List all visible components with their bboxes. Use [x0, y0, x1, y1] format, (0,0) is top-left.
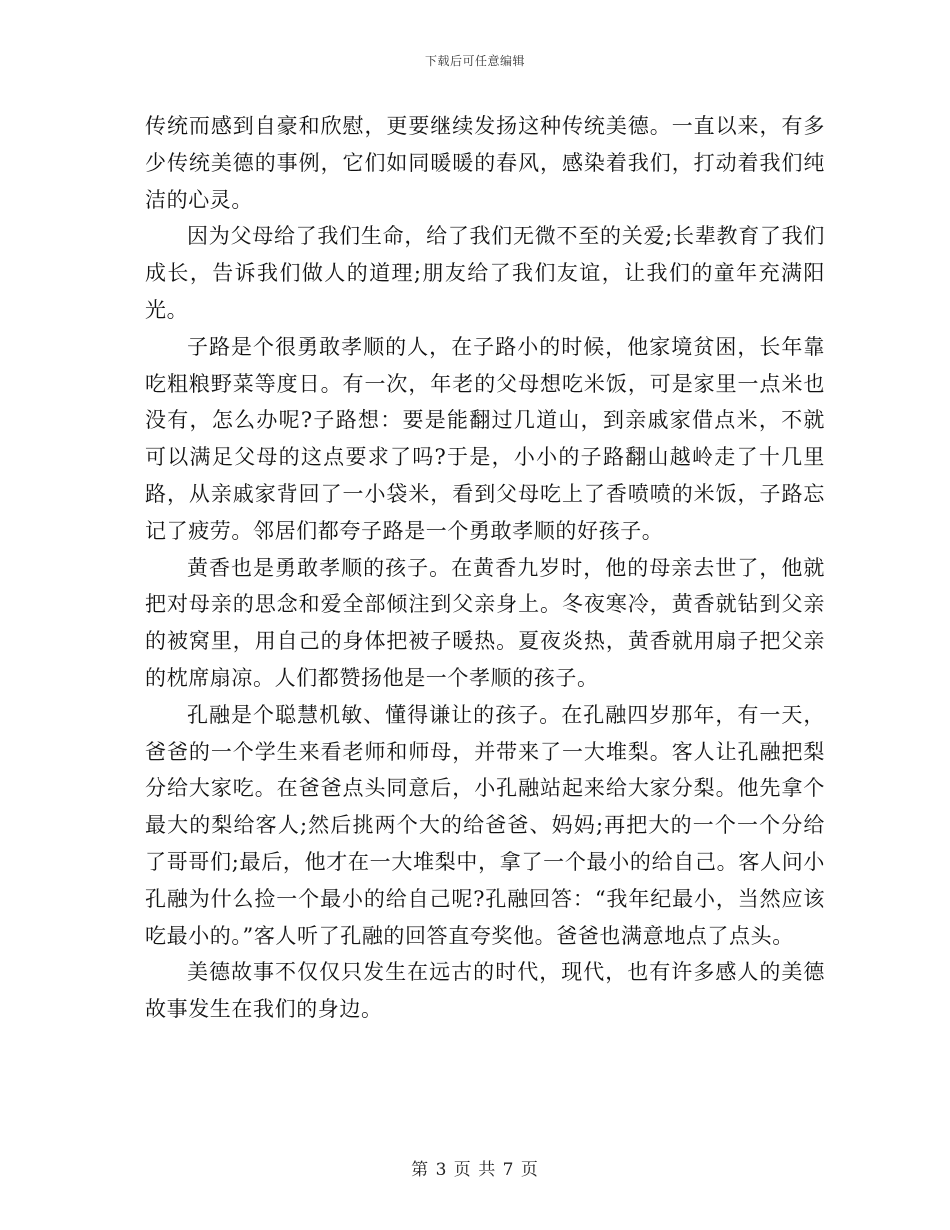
page-header: 下载后可任意编辑 — [424, 54, 525, 68]
page-number: 第 3 页 共 7 页 — [411, 1160, 539, 1180]
paragraph-kongrong-story: 孔融是个聪慧机敏、懂得谦让的孩子。在孔融四岁那年，有一天，爸爸的一个学生来看老师和师母，并带来了一大堆梨。客人让孔融把梨分给大家吃。在爸爸点头同意后，小孔融站起来给大家分梨。他先拿个最大的梨给客人;然后挑两个大的给爸爸、妈妈;再把大的一个一个分给了哥哥们;最后，他才在一大堆梨中，拿了一个最小的给自己。客人问小孔融为什么捡一个最小的给自己呢?孔融回答：“我年纪最小，当然应该吃最小的。”客人听了孔融的回答直夸奖他。爸爸也满意地点了点头。 — [145, 702, 825, 948]
document-body — [145, 108, 825, 1028]
paragraph-parents-elders-friends: 因为父母给了我们生命，给了我们无微不至的关爱;长辈教育了我们成长，告诉我们做人的道理;朋友给了我们友谊，让我们的童年充满阳光。 — [145, 224, 825, 322]
paragraph-continued: 传统而感到自豪和欣慰，更要继续发扬这种传统美德。一直以来，有多少传统美德的事例，它们如同暖暖的春风，感染着我们，打动着我们纯洁的心灵。 — [145, 114, 825, 212]
paragraph-huangxiang-story: 黄香也是勇敢孝顺的孩子。在黄香九岁时，他的母亲去世了，他就把对母亲的思念和爱全部倾注到父亲身上。冬夜寒冷，黄香就钻到父亲的被窝里，用自己的身体把被子暖热。夏夜炎热，黄香就用扇子把父亲的枕席扇凉。人们都赞扬他是一个孝顺的孩子。 — [145, 555, 825, 690]
paragraph-modern-virtue: 美德故事不仅仅只发生在远古的时代，现代，也有许多感人的美德故事发生在我们的身边。 — [145, 960, 825, 1022]
paragraph-zilu-story: 子路是个很勇敢孝顺的人，在子路小的时候，他家境贫困，长年靠吃粗粮野菜等度日。有一次，年老的父母想吃米饭，可是家里一点米也没有，怎么办呢?子路想：要是能翻过几道山，到亲戚家借点米，不就可以满足父母的这点要求了吗?于是，小小的子路翻山越岭走了十几里路，从亲戚家背回了一小袋米，看到父母吃上了香喷喷的米饭，子路忘记了疲劳。邻居们都夸子路是一个勇敢孝顺的好孩子。 — [145, 334, 825, 543]
